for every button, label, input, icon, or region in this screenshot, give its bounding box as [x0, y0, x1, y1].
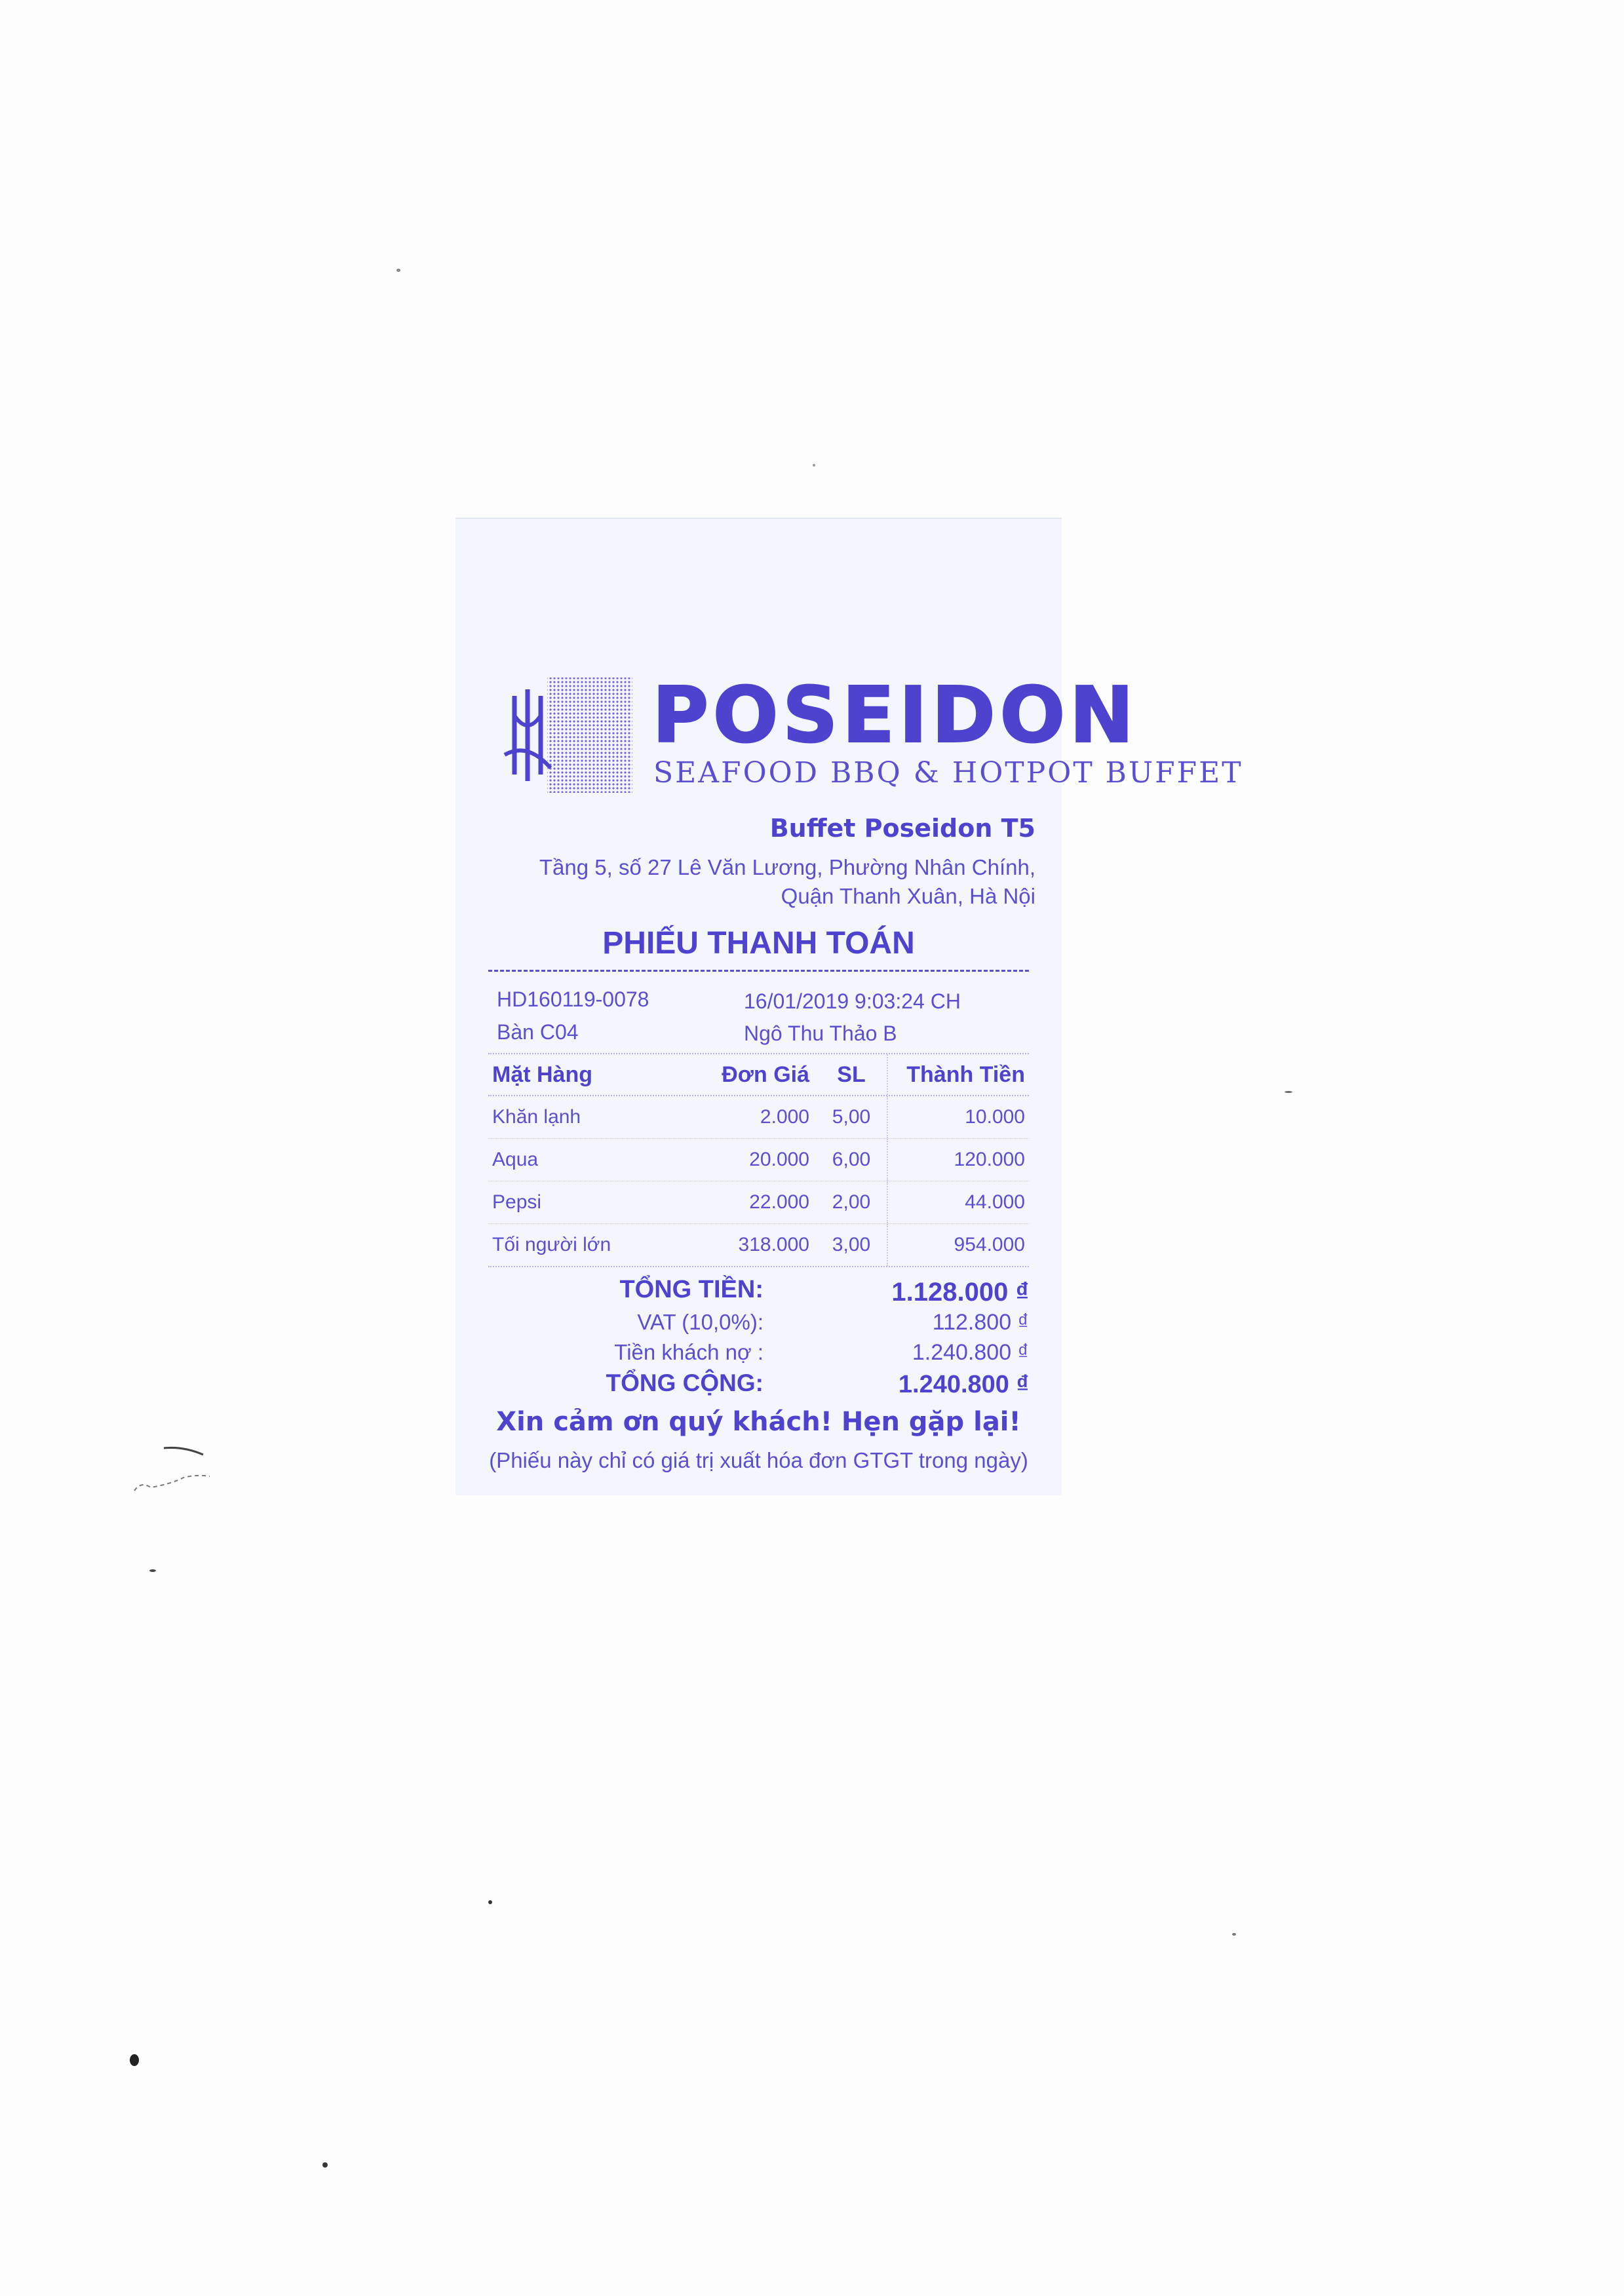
staff-name: Ngô Thu Thảo B — [744, 1022, 897, 1045]
item-name: Tối người lớn — [492, 1234, 611, 1255]
scan-speck — [396, 269, 400, 272]
scan-speck — [813, 464, 815, 467]
item-name: Pepsi — [492, 1191, 542, 1213]
item-amount: 10.000 — [965, 1106, 1025, 1128]
item-amount: 44.000 — [965, 1191, 1025, 1213]
subtotal-value: 1.128.000 ₫ — [891, 1278, 1029, 1307]
col-qty: SL — [816, 1054, 888, 1095]
item-qty: 6,00 — [816, 1139, 888, 1181]
address-line-2: Quận Thanh Xuân, Hà Nội — [781, 884, 1035, 908]
shop-address — [539, 853, 1035, 911]
validity-note: (Phiếu này chỉ có giá trị xuất hóa đơn GTGT trong ngày) — [489, 1448, 1028, 1472]
receipt — [455, 518, 1243, 1495]
table-row — [488, 1096, 1029, 1139]
scan-speck — [1232, 1933, 1236, 1936]
brand-wordmark: POSEIDON — [652, 670, 1138, 760]
title-divider — [488, 970, 1029, 972]
receipt-title: PHIẾU THANH TOÁN — [602, 926, 915, 961]
col-unit-price: Đơn Giá — [722, 1062, 809, 1087]
thank-you-message: Xin cảm ơn quý khách! Hẹn gặp lại! — [496, 1407, 1021, 1437]
item-unit-price: 318.000 — [738, 1234, 809, 1255]
vat-value: 112.800 ₫ — [932, 1310, 1029, 1335]
amount-due-value: 1.240.800 ₫ — [912, 1340, 1029, 1365]
grand-total-value: 1.240.800 ₫ — [898, 1371, 1029, 1398]
col-amount: Thành Tiền — [906, 1062, 1025, 1087]
table-row — [488, 1224, 1029, 1266]
scan-speck — [488, 1900, 492, 1904]
invoice-number: HD160119-0078 — [497, 987, 649, 1011]
scan-speck — [149, 1569, 156, 1572]
shop-name: Buffet Poseidon T5 — [769, 814, 1035, 843]
poseidon-logo — [501, 670, 1243, 794]
item-amount: 954.000 — [954, 1234, 1025, 1255]
item-name: Aqua — [492, 1149, 539, 1170]
item-amount: 120.000 — [954, 1149, 1025, 1170]
item-unit-price: 22.000 — [749, 1191, 809, 1213]
item-qty: 5,00 — [816, 1096, 888, 1138]
scan-speck — [322, 2162, 328, 2168]
address-line-1: Tầng 5, số 27 Lê Văn Lương, Phường Nhân Chính, — [539, 855, 1035, 879]
subtotal-label: TỔNG TIỀN: — [619, 1276, 764, 1303]
table-number: Bàn C04 — [497, 1020, 579, 1044]
invoice-datetime: 16/01/2019 9:03:24 CH — [744, 989, 961, 1013]
scan-scribble — [125, 1438, 223, 1504]
trident-icon — [501, 676, 639, 794]
table-header — [488, 1054, 1029, 1096]
item-qty: 3,00 — [816, 1224, 888, 1266]
table-row — [488, 1139, 1029, 1181]
item-unit-price: 2.000 — [760, 1106, 809, 1128]
vat-label: VAT (10,0%): — [637, 1310, 764, 1334]
scan-speck — [1285, 1091, 1292, 1093]
item-unit-price: 20.000 — [749, 1149, 809, 1170]
col-item: Mặt Hàng — [492, 1062, 592, 1087]
amount-due-label: Tiền khách nợ : — [614, 1340, 764, 1364]
table-row — [488, 1181, 1029, 1224]
scan-speck — [130, 2054, 139, 2066]
item-qty: 2,00 — [816, 1181, 888, 1223]
brand-tagline: SEAFOOD BBQ & HOTPOT BUFFET — [653, 756, 1243, 790]
item-name: Khăn lạnh — [492, 1106, 581, 1128]
items-table — [488, 1053, 1029, 1267]
grand-total-label: TỔNG CỘNG: — [606, 1369, 764, 1396]
